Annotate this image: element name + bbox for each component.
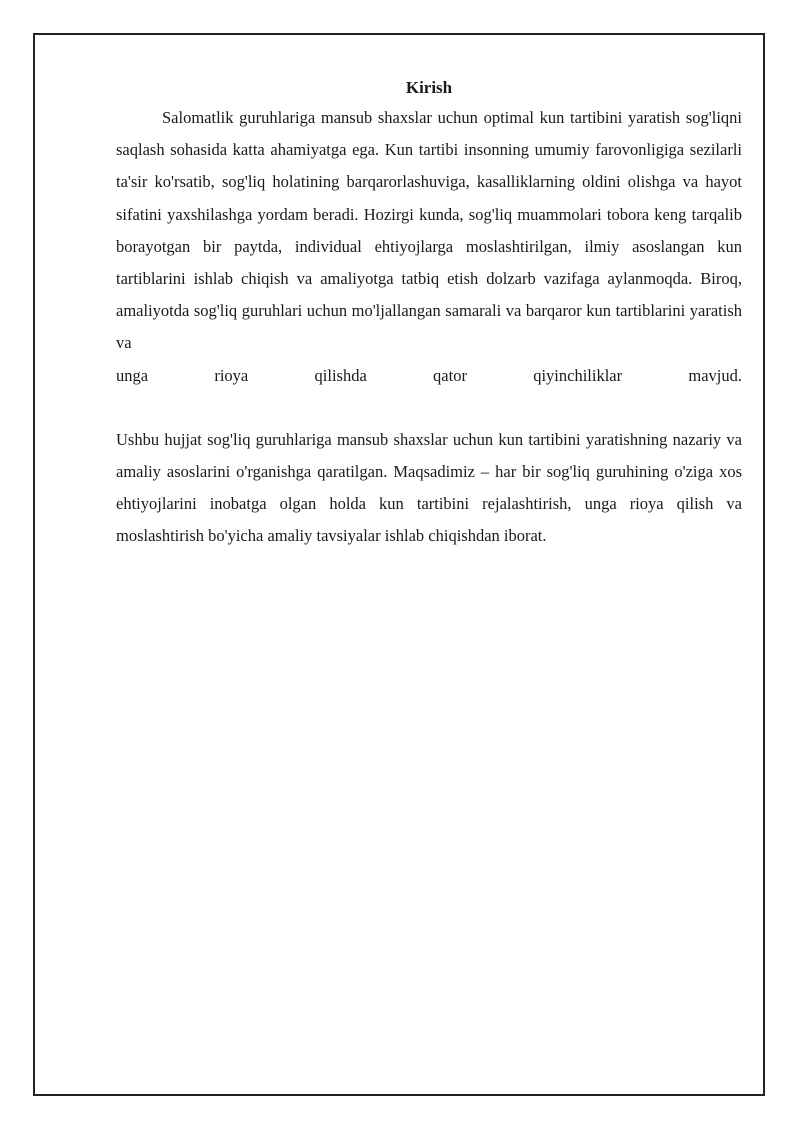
intro-paragraph-2: Ushbu hujjat sog'liq guruhlariga mansub shaxslar uchun kun tartibini yaratishning nazariy va amaliy asoslarini o'rganishga qaratilgan. Maqsadimiz – har bir sog'liq guruhining o'ziga xos ehtiyojlarini inobatga olgan holda kun tartibini rejalashtirish, unga rioya qilish va moslashtirish bo'yicha amaliy tavsiyalar ishlab chiqishdan iborat. [116,429,742,546]
intro-paragraph-1: Salomatlik guruhlariga mansub shaxslar uchun optimal kun tartibini yaratish sog'liqni saqlash sohasida katta ahamiyatga ega. Kun tartibi insonning umumiy farovonligiga sezilarli ta'sir ko'rsatib, sog'liq holatining barqarorlashuviga, kasalliklarning oldini olishga va hayot sifatini yaxshilashga yordam beradi. Hozirgi kunda, sog'liq muammolari tobora keng tarqalib borayotgan bir paytda, individual ehtiyojlarga moslashtirilgan, ilmiy asoslangan kun tartiblarini ishlab chiqish va amaliyotga tatbiq etish dolzarb vazifaga aylanmoqda. Biroq, amaliyotda sog'liq guruhlari uchun mo'ljallangan samarali va barqaror kun tartiblarini yaratish va [116,108,742,353]
paragraph-spacer [116,392,742,424]
document-body [116,76,742,553]
intro-paragraph-1-last-line: unga rioya qilishda qator qiyinchiliklar mavjud. [116,365,742,385]
document-title: Kirish [405,78,453,97]
